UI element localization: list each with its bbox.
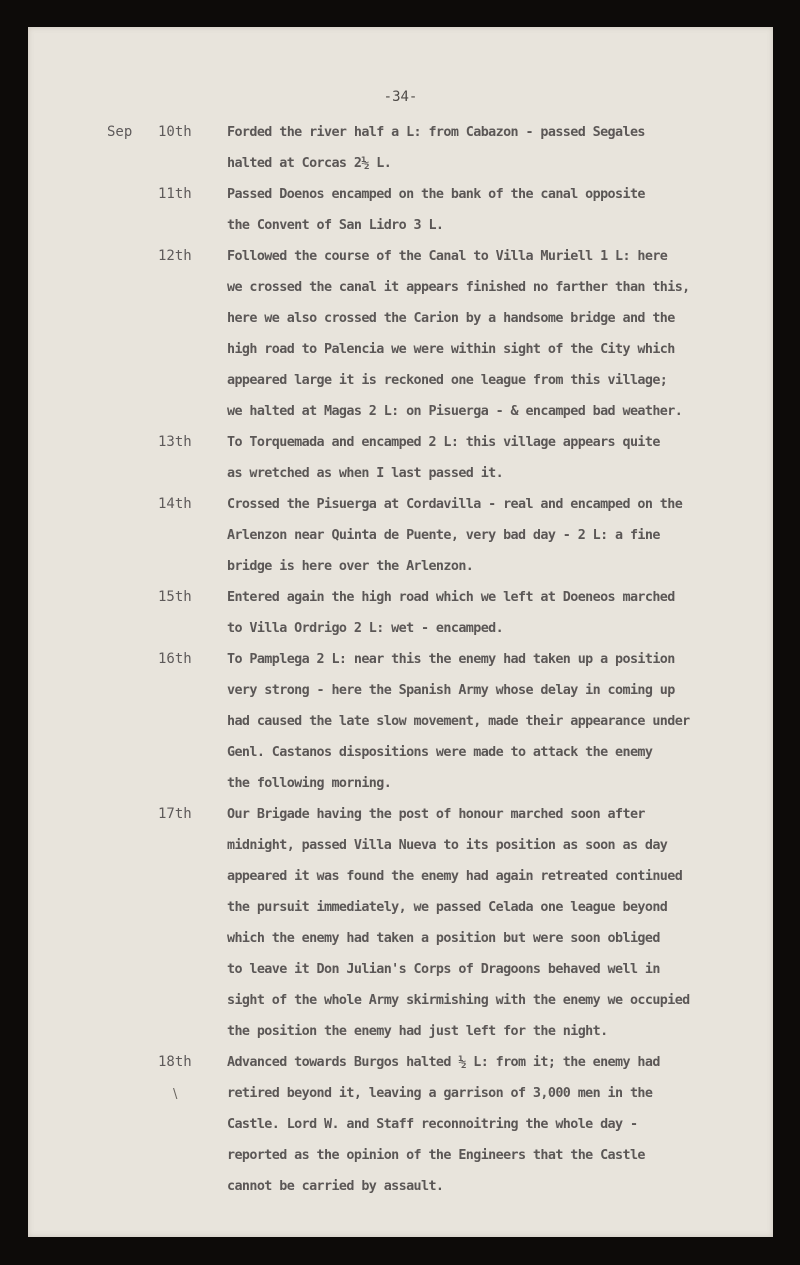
- entry-line: to leave it Don Julian's Corps of Dragoons behaved well in: [227, 962, 660, 977]
- entry-text: [227, 179, 747, 241]
- entry-line: Crossed the Pisuerga at Cordavilla - real and encamped on the: [227, 497, 683, 512]
- entry-line: Arlenzon near Quinta de Puente, very bad day - 2 L: a fine: [227, 528, 660, 543]
- entry-text: [227, 799, 747, 1047]
- entry-day: 10th: [158, 124, 192, 140]
- entry-line: the pursuit immediately, we passed Celada one league beyond: [227, 900, 668, 915]
- diary-entry: [28, 241, 773, 427]
- entry-line: Forded the river half a L: from Cabazon - passed Segales: [227, 125, 645, 140]
- entry-text: [227, 427, 747, 489]
- entry-line: which the enemy had taken a position but were soon obliged: [227, 931, 660, 946]
- entry-text: [227, 489, 747, 582]
- entry-line: appeared large it is reckoned one league from this village;: [227, 373, 668, 388]
- entry-line: Advanced towards Burgos halted ½ L: from it; the enemy had: [227, 1055, 660, 1070]
- entry-day: 17th: [158, 806, 192, 822]
- entry-day: 15th: [158, 589, 192, 605]
- entry-line: bridge is here over the Arlenzon.: [227, 559, 474, 574]
- entry-day: 13th: [158, 434, 192, 450]
- diary-entries: [28, 117, 773, 1202]
- entry-text: [227, 241, 747, 427]
- entry-line: Our Brigade having the post of honour marched soon after: [227, 807, 645, 822]
- entry-line: Genl. Castanos dispositions were made to attack the enemy: [227, 745, 653, 760]
- entry-line: high road to Palencia we were within sight of the City which: [227, 342, 675, 357]
- entry-line: as wretched as when I last passed it.: [227, 466, 504, 481]
- entry-line: cannot be carried by assault.: [227, 1179, 444, 1194]
- page-number: -34-: [383, 89, 418, 105]
- diary-entry: [28, 427, 773, 489]
- entry-text: [227, 117, 747, 179]
- margin-mark: \: [173, 1087, 178, 1102]
- entry-month: Sep: [107, 124, 133, 140]
- diary-entry: [28, 179, 773, 241]
- entry-line: Entered again the high road which we left at Doeneos marched: [227, 590, 675, 605]
- entry-line: the following morning.: [227, 776, 392, 791]
- entry-line: we crossed the canal it appears finished no farther than this,: [227, 280, 690, 295]
- entry-day: 18th: [158, 1054, 192, 1070]
- entry-line: Passed Doenos encamped on the bank of the canal opposite: [227, 187, 645, 202]
- diary-entry: [28, 117, 773, 179]
- entry-line: Castle. Lord W. and Staff reconnoitring the whole day -: [227, 1117, 638, 1132]
- diary-entry: [28, 644, 773, 799]
- diary-entry: [28, 489, 773, 582]
- entry-line: the Convent of San Lidro 3 L.: [227, 218, 444, 233]
- entry-text: [227, 644, 747, 799]
- diary-entry: [28, 1047, 773, 1202]
- entry-line: To Torquemada and encamped 2 L: this village appears quite: [227, 435, 660, 450]
- entry-line: midnight, passed Villa Nueva to its position as soon as day: [227, 838, 668, 853]
- entry-day: 14th: [158, 496, 192, 512]
- entry-line: to Villa Ordrigo 2 L: wet - encamped.: [227, 621, 504, 636]
- entry-line: To Pamplega 2 L: near this the enemy had taken up a position: [227, 652, 675, 667]
- entry-line: here we also crossed the Carion by a handsome bridge and the: [227, 311, 675, 326]
- entry-line: reported as the opinion of the Engineers that the Castle: [227, 1148, 645, 1163]
- entry-line: sight of the whole Army skirmishing with the enemy we occupied: [227, 993, 690, 1008]
- entry-text: [227, 582, 747, 644]
- entry-line: Followed the course of the Canal to Villa Muriell 1 L: here: [227, 249, 668, 264]
- entry-line: very strong - here the Spanish Army whose delay in coming up: [227, 683, 675, 698]
- entry-line: appeared it was found the enemy had again retreated continued: [227, 869, 683, 884]
- entry-day: 11th: [158, 186, 192, 202]
- diary-entry: [28, 582, 773, 644]
- entry-line: retired beyond it, leaving a garrison of 3,000 men in the: [227, 1086, 653, 1101]
- entry-day: 12th: [158, 248, 192, 264]
- document-page: [28, 27, 773, 1237]
- entry-line: had caused the late slow movement, made their appearance under: [227, 714, 690, 729]
- entry-text: [227, 1047, 747, 1202]
- entry-line: we halted at Magas 2 L: on Pisuerga - & encamped bad weather.: [227, 404, 683, 419]
- entry-day: 16th: [158, 651, 192, 667]
- entry-line: the position the enemy had just left for the night.: [227, 1024, 608, 1039]
- entry-line: halted at Corcas 2½ L.: [227, 156, 392, 171]
- diary-entry: [28, 799, 773, 1047]
